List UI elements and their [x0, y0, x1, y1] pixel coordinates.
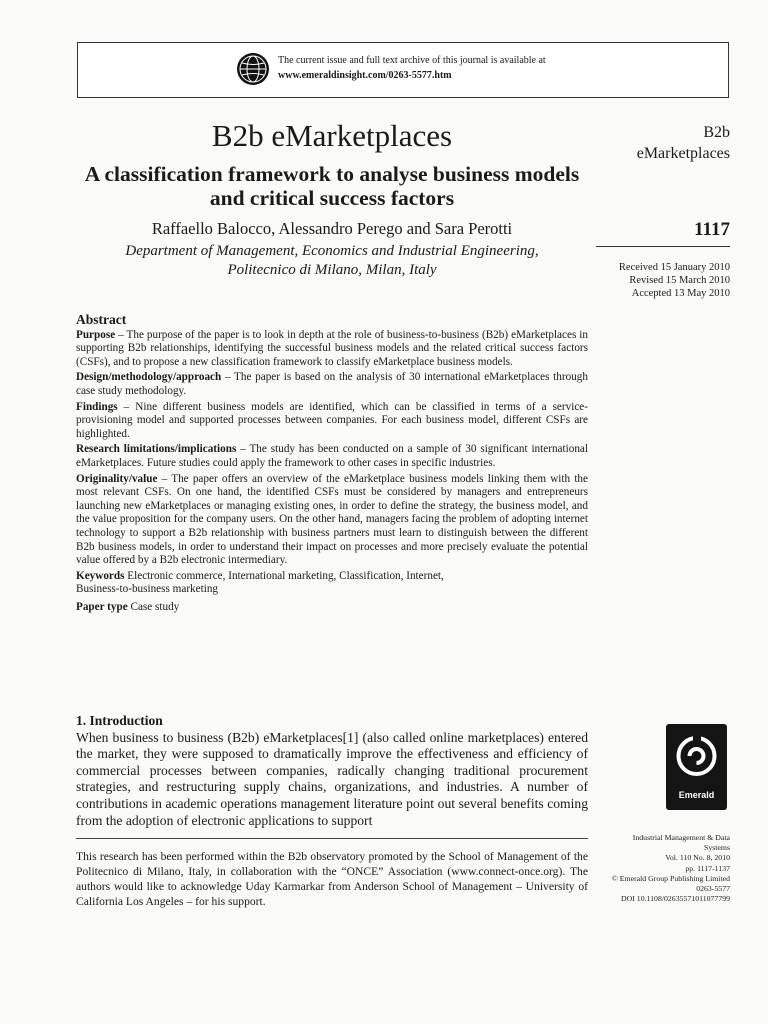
label: Purpose	[76, 328, 116, 341]
received-date: Received 15 January 2010	[618, 262, 730, 273]
label: Keywords	[76, 569, 125, 582]
running-title-line: B2b	[703, 124, 730, 141]
accepted-date: Accepted 13 May 2010	[631, 288, 730, 299]
divider	[596, 246, 730, 247]
text: – The paper offers an overview of the eMarketplace business models linking them with the most relevant CSFs. On one hand, the identified CSFs must be considered by managers and entrepreneurs launching new eMarketplaces or managing existing ones, in order to define the strategy, the business model, and the value proposition for the company users. On the other hand, managers facing the problem of adopting internet technology to support a B2b relationship with business partners must learn to distinguish between the different B2b business models, in order to understand their impact on processes and more precisely evaluate the potential value offered by a B2b electronic intermediary.	[76, 472, 588, 567]
affiliation-line: Department of Management, Economics and Industrial Engineering,	[125, 243, 539, 259]
journal-url-link[interactable]: www.emeraldinsight.com/0263-5577.htm	[278, 70, 452, 81]
globe-icon	[236, 52, 270, 86]
pages: pp. 1117-1137	[685, 863, 730, 873]
journal-name: Systems	[704, 843, 730, 853]
abstract-originality	[76, 473, 588, 568]
issn: 0263-5577	[696, 884, 730, 894]
introduction	[76, 713, 588, 829]
article-subtitle: A classification framework to analyse business models and critical success factors	[84, 162, 580, 210]
abstract-design	[76, 371, 588, 398]
emerald-logo	[666, 724, 727, 810]
page-number: 1117	[694, 219, 730, 240]
label: Paper type	[76, 600, 128, 613]
abstract-heading: Abstract	[76, 312, 127, 327]
label: Originality/value	[76, 472, 158, 485]
journal-name: Industrial Management & Data	[632, 833, 730, 842]
keywords	[76, 570, 588, 597]
affiliation-line: Politecnico di Milano, Milan, Italy	[227, 262, 437, 278]
text: – The purpose of the paper is to look in depth at the role of business-to-business (B2b) eMarketplaces in supporting B2b relationships, identifying the successful business models and the related critical success factors (CSFs), and to propose a new classification framework to classify eMarketplace business models.	[76, 328, 588, 368]
running-title	[598, 122, 730, 164]
article-title: B2b eMarketplaces	[211, 118, 453, 153]
label: Findings	[76, 400, 118, 413]
section-heading: 1. Introduction	[76, 713, 163, 728]
abstract-purpose	[76, 329, 588, 370]
text: Case study	[127, 600, 180, 613]
copyright: © Emerald Group Publishing Limited	[611, 873, 730, 883]
abstract-findings	[76, 401, 588, 442]
text: Business-to-business marketing	[76, 583, 219, 596]
emerald-swirl-icon	[675, 732, 718, 784]
submission-dates	[598, 261, 730, 300]
journal-banner	[77, 42, 729, 98]
paper-type	[76, 601, 588, 615]
journal-info	[596, 833, 730, 904]
text: – Nine different business models are identified, which can be classified in terms of a service-provisioning model and supported processes between companies. For each business model, different CSFs are highlighted.	[76, 400, 588, 440]
label: Design/methodology/approach	[76, 371, 222, 384]
abstract-limitations	[76, 443, 588, 470]
text: – The paper is based on the analysis of 30 international eMarketplaces through case study methodology.	[76, 371, 588, 397]
logo-label: Emerald	[678, 790, 715, 800]
doi: DOI 10.1108/02635571011077799	[620, 894, 730, 904]
abstract	[76, 313, 588, 616]
footnote-divider	[76, 838, 588, 839]
footnote: This research has been performed within the B2b observatory promoted by the School of Management of the Politecnico di Milano, Italy, in collaboration with the “ONCE” Association (www.connect-once.org). The authors would like to acknowledge Uday Karmarkar from Anderson School of Management – University of California Los Angeles – for his support.	[76, 850, 588, 908]
intro-paragraph: When business to business (B2b) eMarketplaces[1] (also called online marketplaces) entered the market, they were supposed to dramatically improve the effectiveness and efficiency of commercial processes between companies, radically changing traditional procurement strategies, and restructuring supply chains, organizations, and industries. A number of contributions in academic operations management literature point out several benefits coming from the adoption of electronic applications to support	[76, 729, 588, 828]
text: – The study has been conducted on a sample of 30 significant international eMarketplaces. Future studies could apply the framework to other cases in specific industries.	[76, 443, 588, 469]
revised-date: Revised 15 March 2010	[629, 275, 730, 286]
banner-line: The current issue and full text archive of this journal is available at	[278, 55, 546, 66]
text: Electronic commerce, International marketing, Classification, Internet,	[124, 569, 444, 582]
affiliation	[76, 242, 588, 280]
volume: Vol. 110 No. 8, 2010	[665, 853, 730, 863]
label: Research limitations/implications	[76, 443, 237, 456]
running-title-line: eMarketplaces	[636, 145, 730, 162]
banner-text	[278, 53, 546, 83]
authors: Raffaello Balocco, Alessandro Perego and Sara Perotti	[151, 219, 513, 238]
